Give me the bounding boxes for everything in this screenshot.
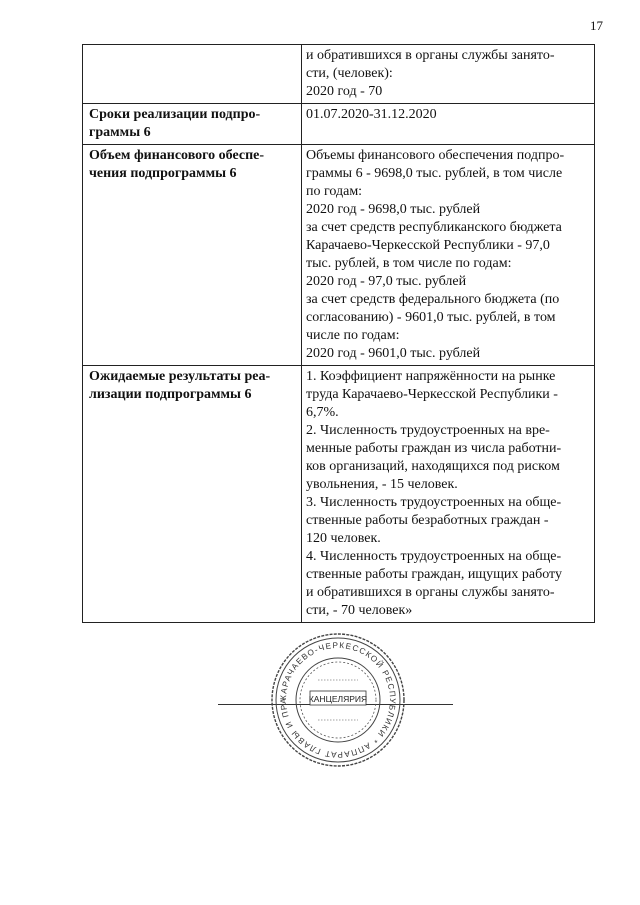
- row-value: [302, 145, 595, 366]
- subprogram-passport-table: [82, 44, 595, 623]
- seal-ring-text: КАРАЧАЕВО-ЧЕРКЕССКОЙ РЕСПУБЛИКИ * АППАРАТ ГЛАВЫ И ПРА: [278, 640, 398, 760]
- table-row: [83, 145, 595, 366]
- value-line: 2020 год - 97,0 тыс. рублей: [306, 274, 467, 289]
- row-value: [302, 366, 595, 623]
- value-line: ственные работы безработных граждан -: [306, 513, 549, 528]
- value-line: сти, - 70 человек»: [306, 603, 413, 618]
- row-label: [83, 45, 302, 104]
- page-number: 17: [590, 18, 603, 33]
- value-line: числе по годам:: [306, 328, 400, 343]
- value-line: и обратившихся в органы службы занято-: [306, 585, 555, 600]
- value-line: 2020 год - 70: [306, 84, 383, 99]
- value-line: граммы 6 - 9698,0 тыс. рублей, в том числе: [306, 166, 563, 181]
- value-line: сти, (человек):: [306, 66, 393, 81]
- row-label-financing-volume: Объем финансового обеспе-чения подпрограммы 6: [83, 145, 302, 366]
- seal-stamp-image: [268, 630, 408, 770]
- value-line: 6,7%.: [306, 405, 339, 420]
- table-row: [83, 366, 595, 623]
- seal-center-text: КАНЦЕЛЯРИЯ: [308, 694, 368, 704]
- value-line: 2. Численность трудоустроенных на вре-: [306, 423, 550, 438]
- value-line: за счет средств республиканского бюджета: [306, 220, 562, 235]
- table-row: [83, 45, 595, 104]
- value-line: 4. Численность трудоустроенных на обще-: [306, 549, 562, 564]
- value-line: 2020 год - 9601,0 тыс. рублей: [306, 346, 481, 361]
- value-line: согласованию) - 9601,0 тыс. рублей, в том: [306, 310, 556, 325]
- official-seal: [268, 630, 408, 770]
- table-row: [83, 104, 595, 145]
- value-line: за счет средств федерального бюджета (по: [306, 292, 560, 307]
- value-line: по годам:: [306, 184, 363, 199]
- value-line: Карачаево-Черкесской Республики - 97,0: [306, 238, 550, 253]
- value-line: 1. Коэффициент напряжённости на рынке: [306, 369, 556, 384]
- row-label-implementation-period: Сроки реализации подпро-граммы 6: [83, 104, 302, 145]
- row-label-expected-results: Ожидаемые результаты реа-лизации подпрограммы 6: [83, 366, 302, 623]
- value-line: 120 человек.: [306, 531, 381, 546]
- row-value: [302, 45, 595, 104]
- row-value: [302, 104, 595, 145]
- value-line: 01.07.2020-31.12.2020: [306, 107, 437, 122]
- value-line: труда Карачаево-Черкесской Республики -: [306, 387, 558, 402]
- value-line: и обратившихся в органы службы занято-: [306, 48, 555, 63]
- value-line: 2020 год - 9698,0 тыс. рублей: [306, 202, 481, 217]
- value-line: 3. Численность трудоустроенных на обще-: [306, 495, 562, 510]
- value-line: ков организаций, находящихся под риском: [306, 459, 560, 474]
- value-line: увольнения, - 15 человек.: [306, 477, 458, 492]
- value-line: тыс. рублей, в том числе по годам:: [306, 256, 512, 271]
- value-line: Объемы финансового обеспечения подпро-: [306, 148, 565, 163]
- value-line: менные работы граждан из числа работни-: [306, 441, 562, 456]
- value-line: ственные работы граждан, ищущих работу: [306, 567, 562, 582]
